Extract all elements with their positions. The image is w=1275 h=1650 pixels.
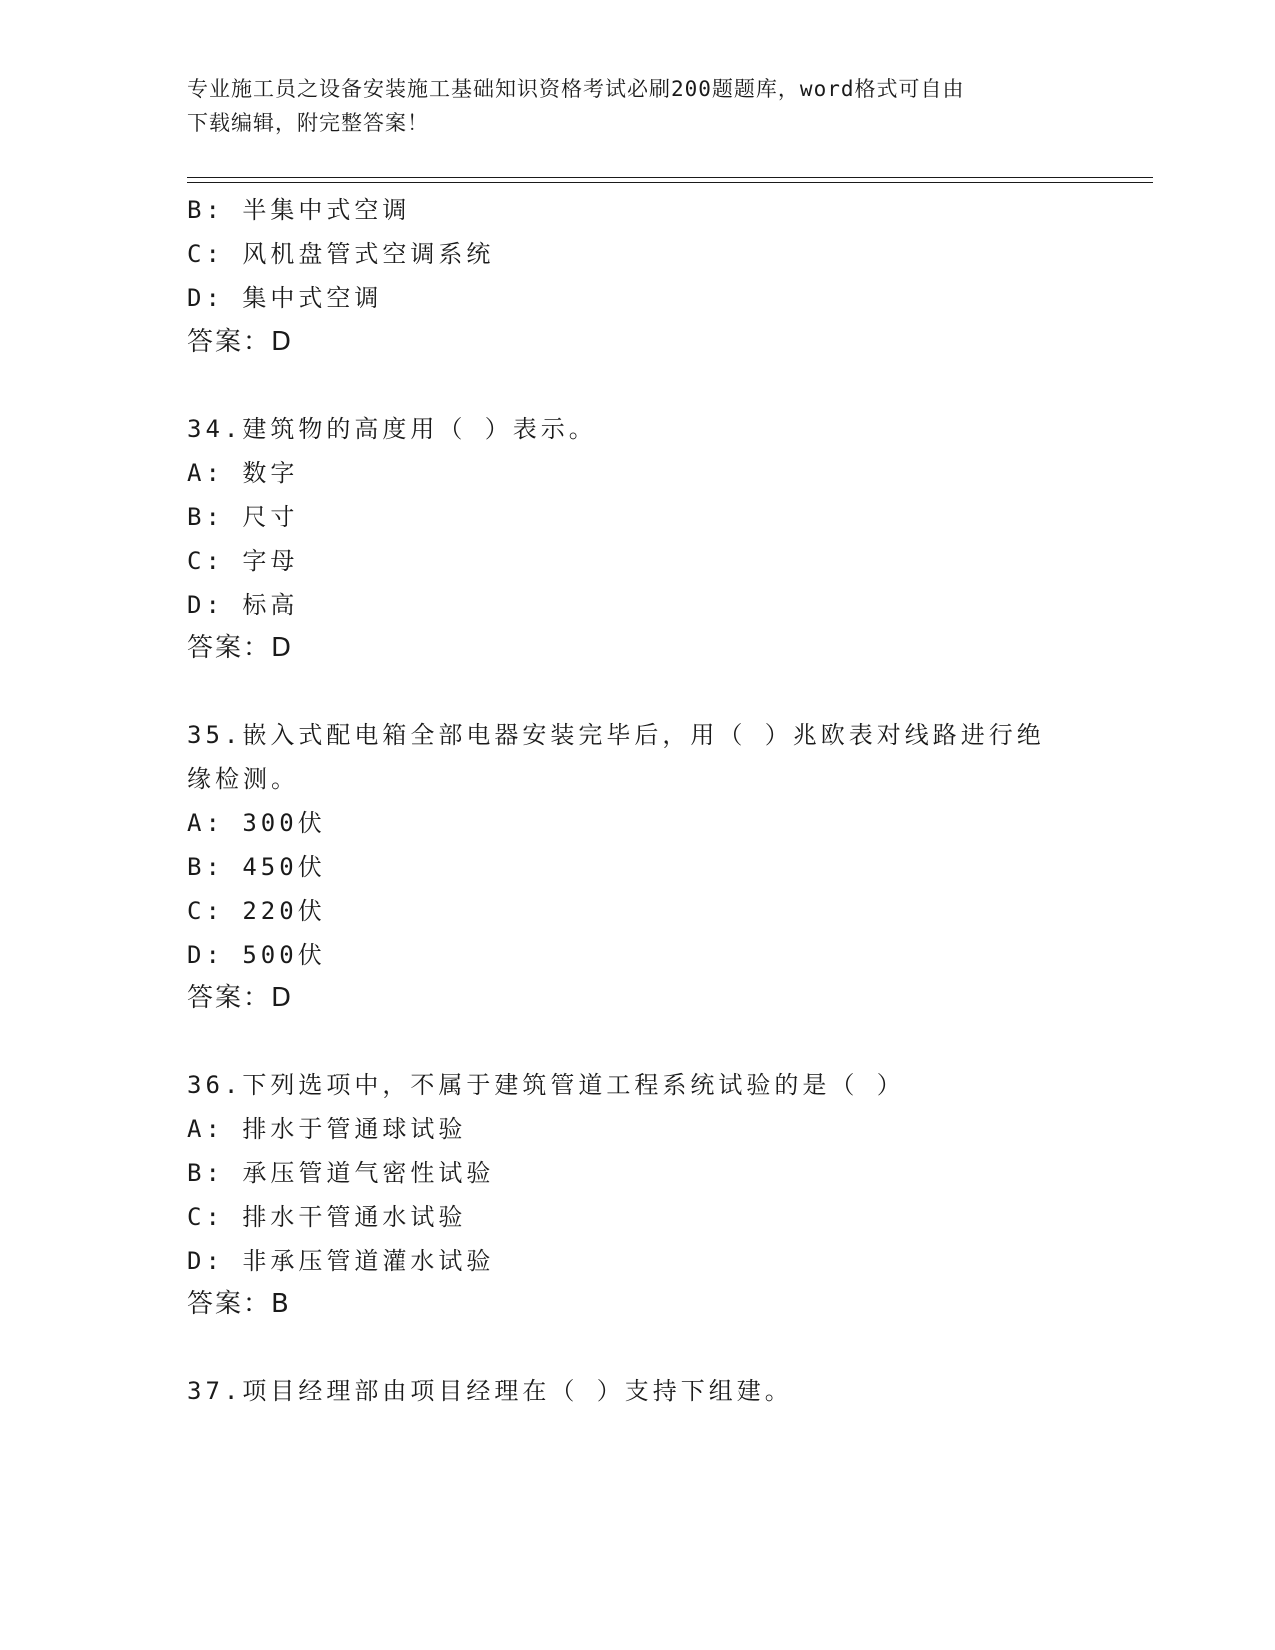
answer-line: 答案：B <box>187 1289 291 1319</box>
header-line-1: 专业施工员之设备安装施工基础知识资格考试必刷200题题库，word格式可自由 <box>187 77 965 101</box>
option-a: A: 300伏 <box>187 809 326 837</box>
option-d: D: 集中式空调 <box>187 284 383 312</box>
document-header <box>187 72 1087 140</box>
answer-line: 答案：D <box>187 633 294 663</box>
answer-line: 答案：D <box>187 327 294 357</box>
answer-line: 答案：D <box>187 983 294 1013</box>
header-divider-bottom <box>187 182 1153 183</box>
option-b: B: 450伏 <box>187 853 326 881</box>
question-stem: 36.下列选项中，不属于建筑管道工程系统试验的是（ ） <box>187 1071 905 1099</box>
option-a: A: 数字 <box>187 459 299 487</box>
option-d: D: 标高 <box>187 591 299 619</box>
option-d: D: 非承压管道灌水试验 <box>187 1247 495 1275</box>
option-b: B: 承压管道气密性试验 <box>187 1159 495 1187</box>
option-b: B: 尺寸 <box>187 503 299 531</box>
question-stem: 35.嵌入式配电箱全部电器安装完毕后，用（ ）兆欧表对线路进行绝 <box>187 721 1045 749</box>
question-stem: 34.建筑物的高度用（ ）表示。 <box>187 415 597 443</box>
option-b: B: 半集中式空调 <box>187 196 411 224</box>
option-c: C: 220伏 <box>187 897 326 925</box>
header-divider-top <box>187 177 1153 178</box>
header-line-2: 下载编辑，附完整答案！ <box>187 111 429 135</box>
option-d: D: 500伏 <box>187 941 326 969</box>
option-c: C: 字母 <box>187 547 299 575</box>
option-c: C: 风机盘管式空调系统 <box>187 240 495 268</box>
question-stem: 37.项目经理部由项目经理在（ ）支持下组建。 <box>187 1377 793 1405</box>
option-c: C: 排水干管通水试验 <box>187 1203 467 1231</box>
option-a: A: 排水于管通球试验 <box>187 1115 467 1143</box>
question-stem-continued: 缘检测。 <box>187 765 299 793</box>
